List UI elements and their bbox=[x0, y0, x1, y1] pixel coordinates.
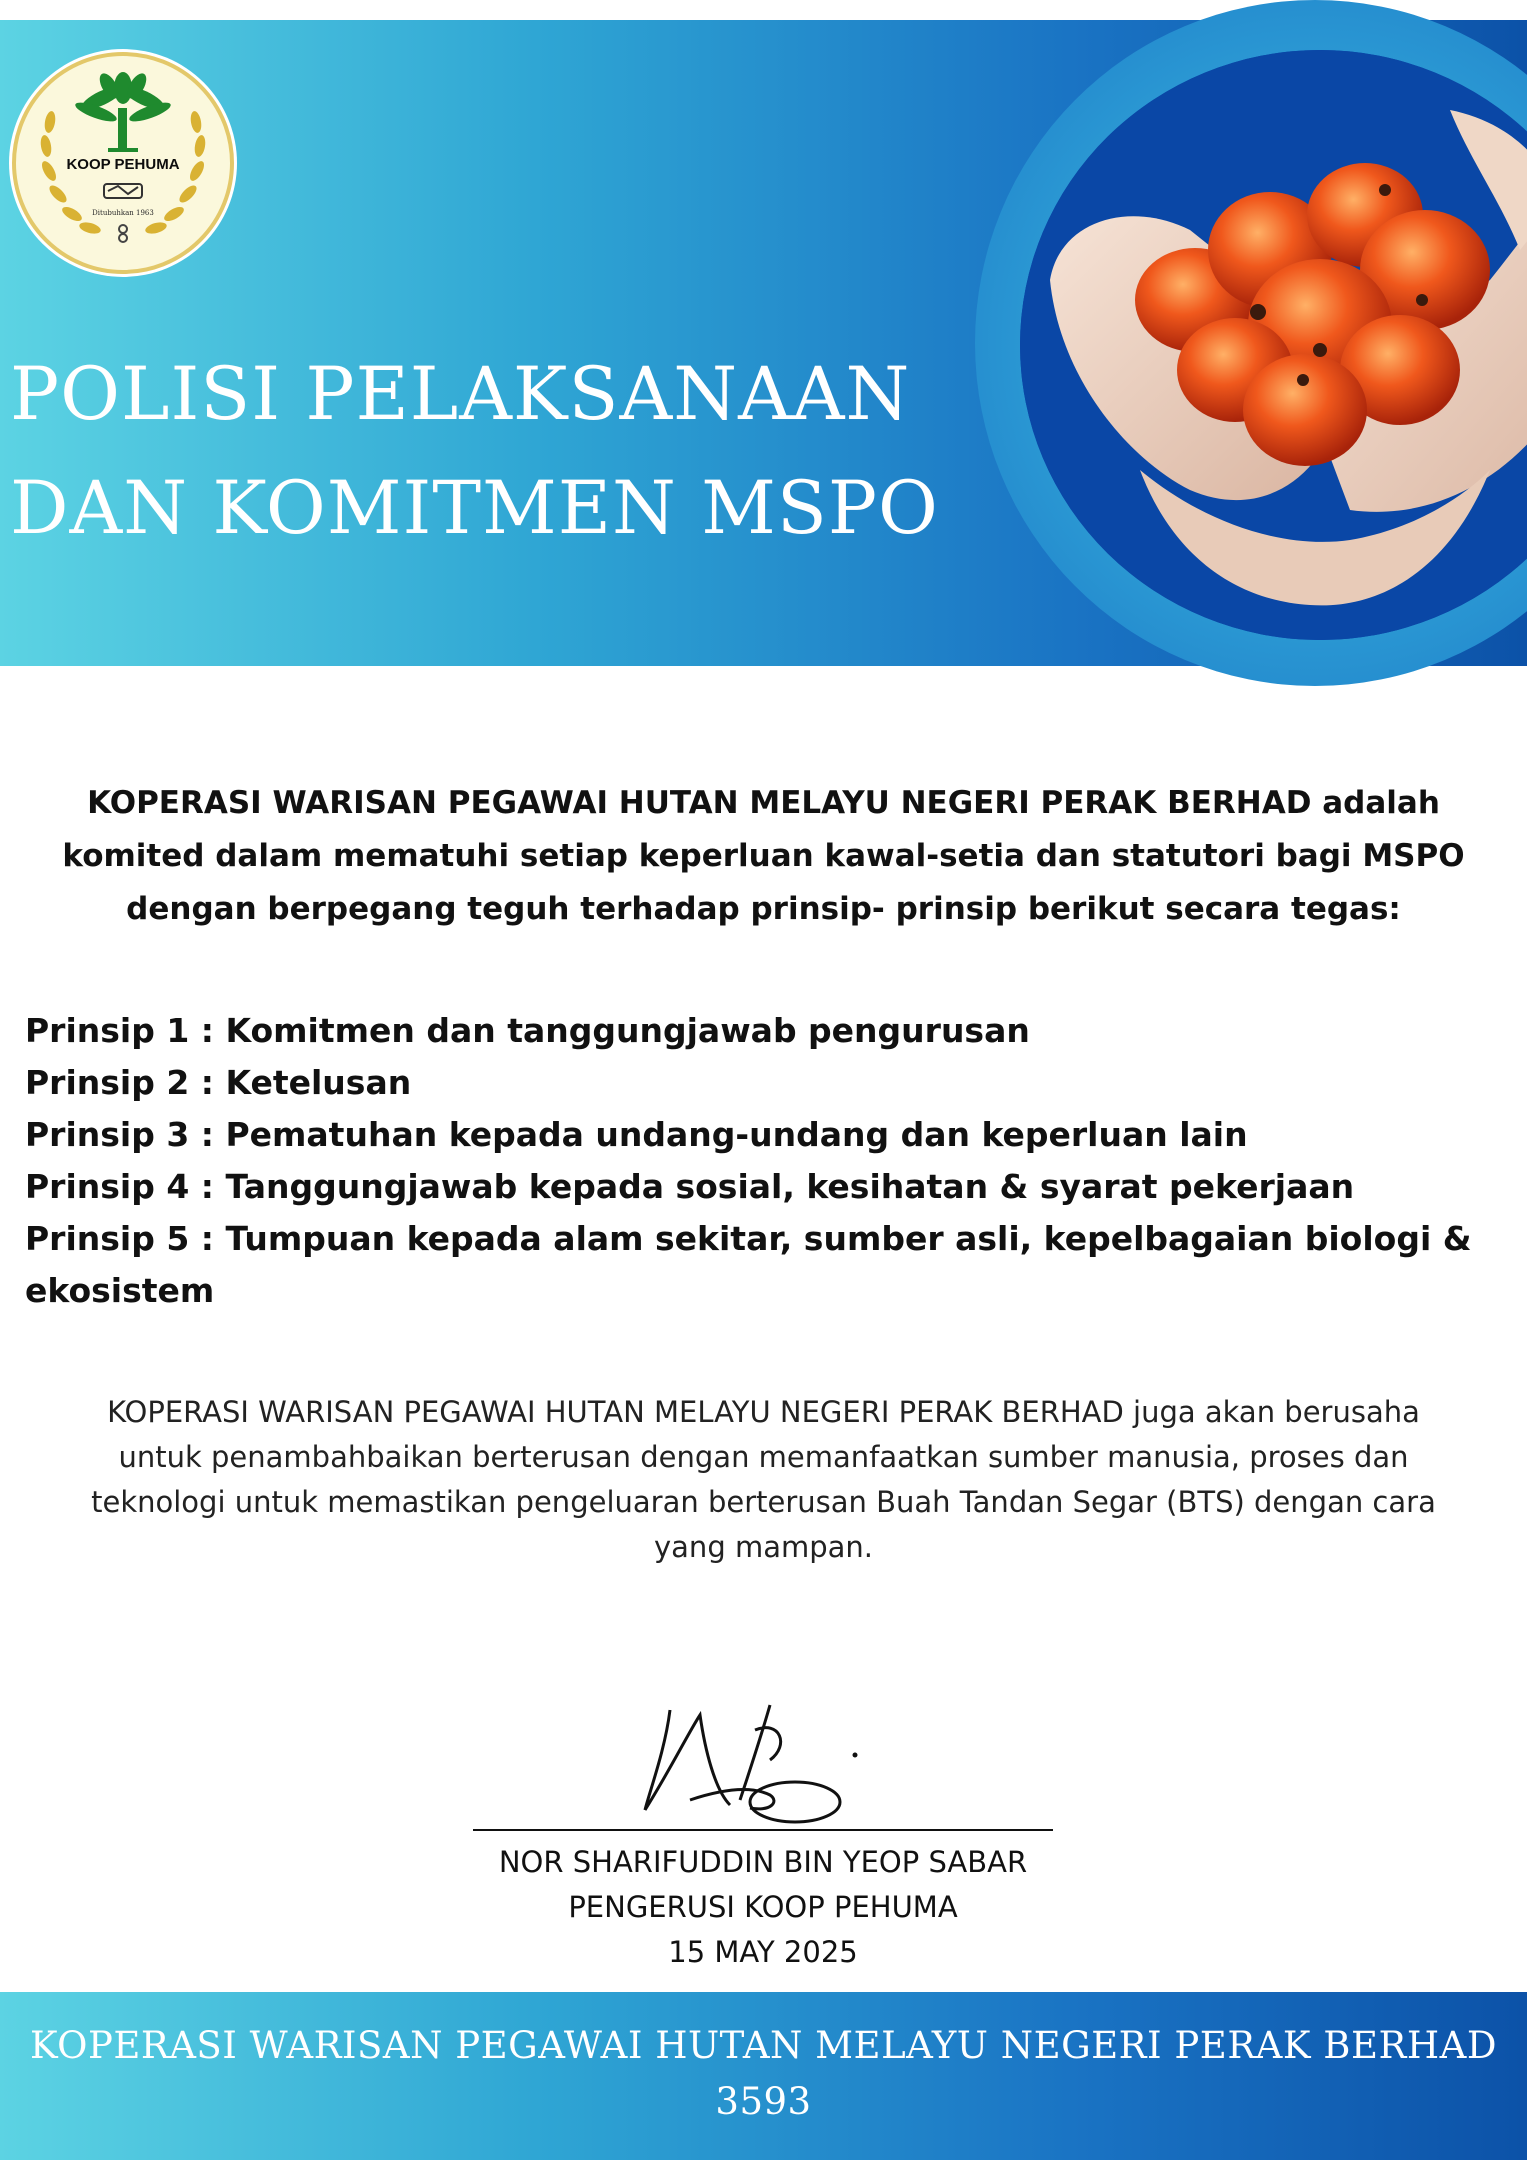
principle-4: Prinsip 4 : Tanggungjawab kepada sosial, kesihatan & syarat pekerjaan bbox=[25, 1167, 1355, 1206]
footer-number: 3593 bbox=[715, 2080, 812, 2123]
footer-banner bbox=[0, 1992, 1527, 2160]
signer-position: PENGERUSI KOOP PEHUMA bbox=[568, 1890, 958, 1924]
body-line-4: yang mampan. bbox=[654, 1530, 873, 1564]
footer-organization: KOPERASI WARISAN PEGAWAI HUTAN MELAYU NEGERI PERAK BERHAD bbox=[29, 2024, 1498, 2067]
logo-text: KOOP PEHUMA bbox=[66, 156, 180, 173]
logo-established: Ditubuhkan 1963 bbox=[92, 209, 154, 217]
continuous-improvement-statement bbox=[40, 1390, 1487, 1570]
signed-date: 15 MAY 2025 bbox=[668, 1935, 858, 1969]
handwritten-signature-icon bbox=[630, 1690, 890, 1830]
principle-2: Prinsip 2 : Ketelusan bbox=[25, 1063, 412, 1102]
signer-name: NOR SHARIFUDDIN BIN YEOP SABAR bbox=[498, 1845, 1028, 1879]
principles-list bbox=[25, 1005, 1505, 1317]
principle-5: Prinsip 5 : Tumpuan kepada alam sekitar, sumber asli, kepelbagaian biologi & ekosistem bbox=[25, 1219, 1472, 1310]
title-line-1: POLISI PELAKSANAAN bbox=[10, 352, 911, 437]
intro-line-3: dengan berpegang teguh terhadap prinsip- prinsip berikut secara tegas: bbox=[126, 891, 1401, 927]
intro-statement bbox=[40, 777, 1487, 936]
body-line-1: KOPERASI WARISAN PEGAWAI HUTAN MELAYU NEGERI PERAK BERHAD juga akan berusaha bbox=[107, 1395, 1420, 1429]
koop-pehuma-logo bbox=[12, 52, 234, 274]
body-line-2: untuk penambahbaikan berterusan dengan memanfaatkan sumber manusia, proses dan bbox=[118, 1440, 1409, 1474]
signer-block bbox=[400, 1840, 1126, 1975]
principle-3: Prinsip 3 : Pematuhan kepada undang-undang dan keperluan lain bbox=[25, 1115, 1248, 1154]
body-line-3: teknologi untuk memastikan pengeluaran berterusan Buah Tandan Segar (BTS) dengan cara bbox=[91, 1485, 1436, 1519]
title-line-2: DAN KOMITMEN MSPO bbox=[10, 466, 939, 551]
footer-text bbox=[0, 2018, 1527, 2130]
intro-line-2: komited dalam mematuhi setiap keperluan kawal-setia dan statutori bagi MSPO bbox=[62, 838, 1465, 874]
page-title bbox=[10, 338, 970, 566]
principle-1: Prinsip 1 : Komitmen dan tanggungjawab pengurusan bbox=[25, 1011, 1030, 1050]
signature-line bbox=[473, 1829, 1053, 1831]
intro-line-1: KOPERASI WARISAN PEGAWAI HUTAN MELAYU NEGERI PERAK BERHAD adalah bbox=[87, 785, 1440, 821]
